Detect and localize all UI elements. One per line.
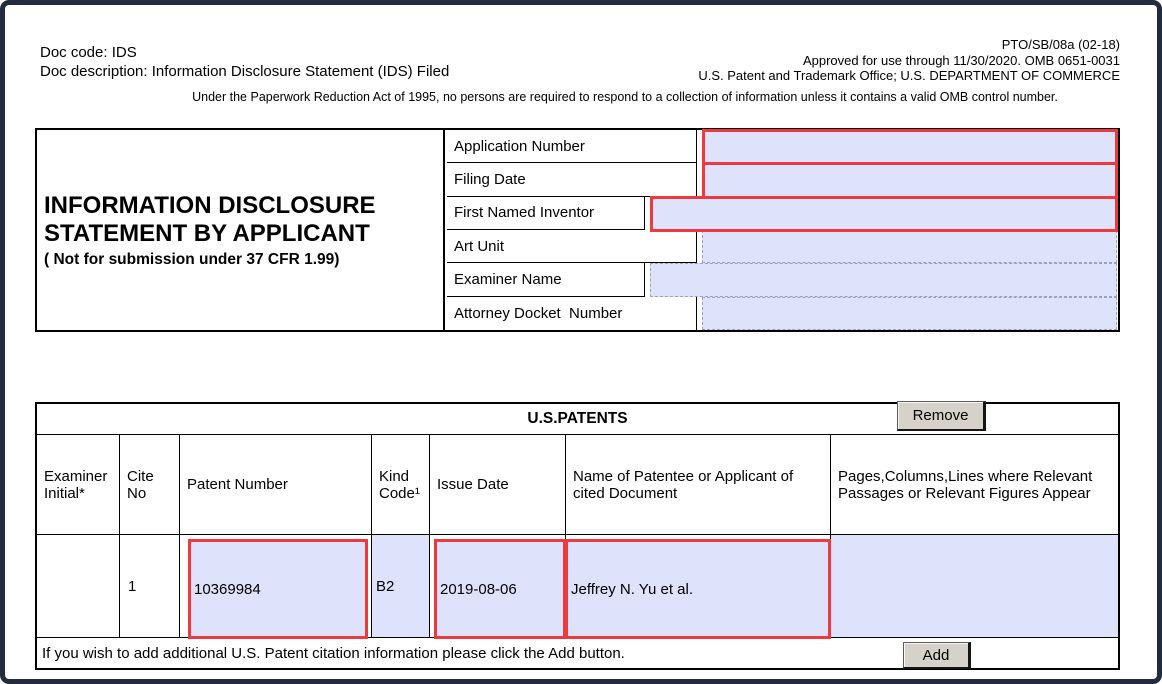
add-citation-row <box>37 638 1118 668</box>
kind-code-field[interactable]: B2 <box>372 535 429 637</box>
examiner-name-row <box>447 263 1118 296</box>
us-patents-title: U.S.PATENTS <box>527 410 628 427</box>
us-patents-column-headers <box>37 435 1118 535</box>
art-unit-field[interactable] <box>702 230 1117 263</box>
pages-columns-lines-cell <box>831 535 1118 637</box>
art-unit-row <box>447 230 1118 263</box>
form-id-block <box>698 37 1120 84</box>
cite-no-cell: 1 <box>120 535 180 637</box>
add-hint-text: If you wish to add additional U.S. Patent citation information please click the Add button. <box>42 644 625 662</box>
col-header-cite-no: Cite No <box>120 435 180 534</box>
issue-date-cell <box>430 535 566 637</box>
issue-date-field[interactable]: 2019-08-06 <box>434 539 566 639</box>
col-header-pages-columns-lines: Pages,Columns,Lines where Relevant Passages or Relevant Figures Appear <box>838 467 1093 502</box>
form-number-text: PTO/SB/08a (02-18) <box>1001 37 1120 52</box>
application-number-row <box>447 130 1118 163</box>
doc-code-text: Doc code: IDS <box>40 44 137 61</box>
attorney-docket-number-row <box>447 297 1118 330</box>
form-title: INFORMATION DISCLOSURE STATEMENT BY APPLICANT <box>44 191 376 247</box>
art-unit-label: Art Unit <box>447 230 697 263</box>
ids-header-fields <box>447 130 1118 330</box>
filing-date-row <box>447 163 1118 196</box>
filing-date-label: Filing Date <box>447 163 697 196</box>
form-subtitle: ( Not for submission under 37 CFR 1.99) <box>44 250 340 268</box>
doc-description-text: Doc description: Information Disclosure Statement (IDS) Filed <box>40 63 450 80</box>
us-patents-section-header <box>37 404 1118 435</box>
us-patents-table <box>35 402 1120 670</box>
paperwork-notice-text: Under the Paperwork Reduction Act of 1995, no persons are required to respond to a collection of information unless it contains a valid OMB control number. <box>192 90 1058 104</box>
attorney-docket-number-label: Attorney Docket Number <box>447 297 697 330</box>
col-header-patentee-name: Name of Patentee or Applicant of cited Document <box>566 435 831 534</box>
examiner-initial-cell <box>37 535 120 637</box>
col-header-issue-date: Issue Date <box>430 435 566 534</box>
first-named-inventor-label: First Named Inventor <box>447 197 645 230</box>
filing-date-field[interactable] <box>702 162 1118 198</box>
add-button[interactable]: Add <box>903 642 971 669</box>
approved-line-text: Approved for use through 11/30/2020. OMB 0651-0031 <box>802 52 1120 68</box>
col-header-examiner-initial: Examiner Initial* <box>37 435 120 534</box>
first-named-inventor-row <box>447 197 1118 230</box>
examiner-name-field[interactable] <box>650 263 1117 296</box>
patent-number-field[interactable]: 10369984 <box>188 539 368 639</box>
attorney-docket-number-field[interactable] <box>702 297 1117 330</box>
patentee-name-field[interactable]: Jeffrey N. Yu et al. <box>565 539 831 639</box>
office-line-text: U.S. Patent and Trademark Office; U.S. DEPARTMENT OF COMMERCE <box>698 68 1120 83</box>
col-header-patent-number: Patent Number <box>180 435 372 534</box>
examiner-name-label: Examiner Name <box>447 263 645 296</box>
ids-header-table <box>35 128 1120 332</box>
application-number-field[interactable] <box>702 129 1118 165</box>
kind-code-cell <box>372 535 430 637</box>
remove-button[interactable]: Remove <box>897 401 986 431</box>
first-named-inventor-field[interactable] <box>650 196 1118 232</box>
patent-number-cell <box>180 535 372 637</box>
patent-citation-row <box>37 535 1118 638</box>
pages-columns-lines-field[interactable] <box>831 535 1118 637</box>
col-header-kind-code: Kind Code¹ <box>372 435 430 534</box>
application-number-label: Application Number <box>447 130 697 163</box>
patentee-name-cell <box>566 535 831 637</box>
ids-title-cell <box>37 130 445 330</box>
